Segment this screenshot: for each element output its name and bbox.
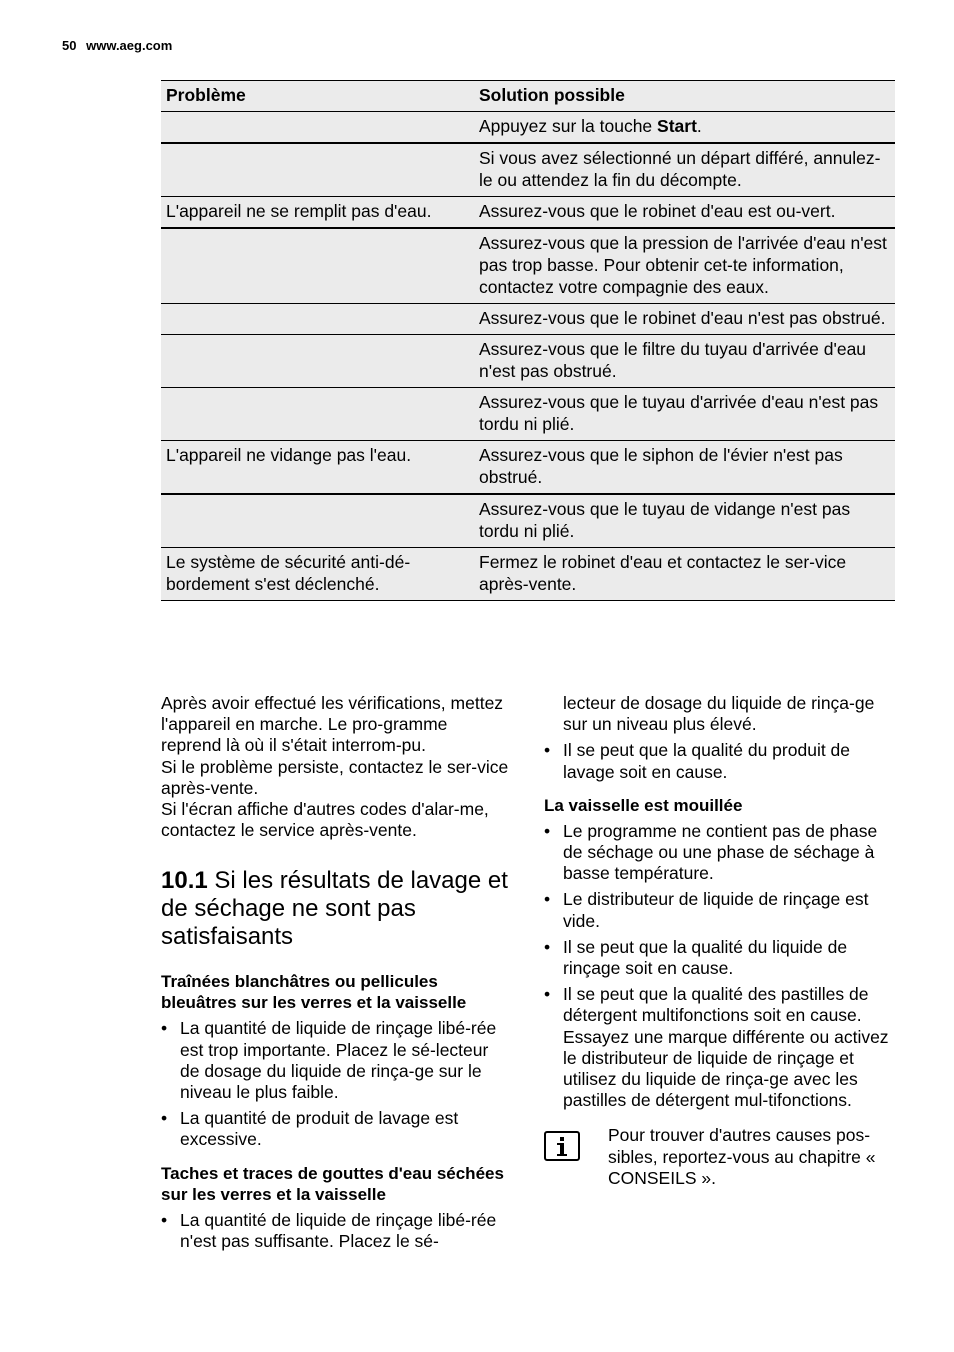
problem-cell (161, 143, 474, 197)
column-header-problem: Problème (161, 81, 474, 112)
solution-cell: Assurez-vous que le tuyau d'arrivée d'eau n'est pas tordu ni plié. (474, 388, 895, 441)
problem-cell (161, 304, 474, 335)
section-number: 10.1 (161, 867, 208, 895)
table-header-row (161, 81, 895, 112)
info-text: Pour trouver d'autres causes pos-sibles, reportez-vous au chapitre « CONSEILS ». (608, 1125, 876, 1188)
paragraph: Si l'écran affiche d'autres codes d'alar-me, contactez le service après-vente. (161, 799, 489, 841)
table-row (161, 112, 895, 144)
troubleshooting-table (161, 80, 895, 601)
start-key-label: Start (657, 116, 697, 136)
solution-cell: Si vous avez sélectionné un départ différé, annulez-le ou attendez la fin du décompte. (474, 143, 895, 197)
left-column (161, 693, 511, 1257)
list-item: • La quantité de liquide de rinçage libé-rée est trop importante. Placez le sé-lecteur de dosage du liquide de rinça-ge sur le niveau le plus faible. (161, 1018, 511, 1103)
problem-cell (161, 335, 474, 388)
solution-cell: Assurez-vous que le siphon de l'évier n'est pas obstrué. (474, 441, 895, 495)
table-row (161, 441, 895, 495)
table-row (161, 197, 895, 229)
info-note (544, 1125, 896, 1189)
problem-cell: Le système de sécurité anti-dé-bordement s'est déclenché. (161, 548, 474, 601)
bullet-list (544, 821, 896, 1112)
solution-text: Appuyez sur la touche (479, 116, 658, 136)
list-item: • Le programme ne contient pas de phase de séchage ou une phase de séchage à basse température. (544, 821, 896, 885)
problem-cell: L'appareil ne vidange pas l'eau. (161, 441, 474, 495)
solution-cell: Assurez-vous que le tuyau de vidange n'est pas tordu ni plié. (474, 494, 895, 548)
info-icon (544, 1131, 580, 1161)
list-item: • La quantité de produit de lavage est excessive. (161, 1108, 511, 1150)
problem-cell: L'appareil ne se remplit pas d'eau. (161, 197, 474, 229)
subheading: Traînées blanchâtres ou pellicules bleuâtres sur les verres et la vaisselle (161, 972, 467, 1013)
table-row (161, 304, 895, 335)
solution-cell: Assurez-vous que la pression de l'arrivée d'eau n'est pas trop basse. Pour obtenir cet-te information, contactez votre compagnie des eaux. (474, 228, 895, 304)
list-item: • Il se peut que la qualité des pastilles de détergent multifonctions soit en cause. Essayez une marque différente ou activez le distributeur de liquide de rinçage et utilisez du liquide de rinça-ge avec les pastilles de détergent mul-tifonctions. (544, 984, 896, 1111)
solution-cell: Assurez-vous que le robinet d'eau n'est pas obstrué. (474, 304, 895, 335)
site-url: www.aeg.com (86, 38, 173, 53)
paragraph: Si le problème persiste, contactez le ser-vice après-vente. (161, 756, 509, 798)
subheading: La vaisselle est mouillée (544, 795, 743, 815)
list-item: • Il se peut que la qualité du liquide de rinçage soit en cause. (544, 937, 896, 979)
list-item-continuation: lecteur de dosage du liquide de rinça-ge sur un niveau plus élevé. (563, 693, 875, 735)
section-title: Si les résultats de lavage et de séchage ne sont pas satisfaisants (161, 867, 508, 951)
problem-cell (161, 228, 474, 304)
table-row (161, 548, 895, 601)
bullet-list (161, 1210, 511, 1252)
table-row (161, 143, 895, 197)
table-row (161, 388, 895, 441)
solution-text: . (696, 116, 702, 136)
right-column (544, 693, 896, 1189)
list-item: • Le distributeur de liquide de rinçage est vide. (544, 889, 896, 931)
bullet-list (544, 740, 896, 782)
solution-cell (474, 112, 895, 144)
page-number: 50 (62, 38, 77, 53)
solution-cell: Assurez-vous que le robinet d'eau est ou-vert. (474, 197, 895, 229)
table-row (161, 228, 895, 304)
column-header-solution: Solution possible (474, 81, 895, 112)
list-item: • La quantité de liquide de rinçage libé-rée n'est pas suffisante. Placez le sé- (161, 1210, 511, 1252)
page-header (62, 38, 178, 53)
paragraph: Après avoir effectué les vérifications, mettez l'appareil en marche. Le pro-gramme reprend là où il s'était interrom-pu. (161, 693, 504, 756)
solution-cell: Assurez-vous que le filtre du tuyau d'arrivée d'eau n'est pas obstrué. (474, 335, 895, 388)
problem-cell (161, 112, 474, 144)
problem-cell (161, 494, 474, 548)
table-row (161, 494, 895, 548)
solution-cell: Fermez le robinet d'eau et contactez le ser-vice après-vente. (474, 548, 895, 601)
problem-cell (161, 388, 474, 441)
list-item: • Il se peut que la qualité du produit de lavage soit en cause. (544, 740, 896, 782)
table-row (161, 335, 895, 388)
bullet-list (161, 1018, 511, 1150)
section-heading (161, 867, 511, 951)
subheading: Taches et traces de gouttes d'eau séchées sur les verres et la vaisselle (161, 1163, 504, 1204)
